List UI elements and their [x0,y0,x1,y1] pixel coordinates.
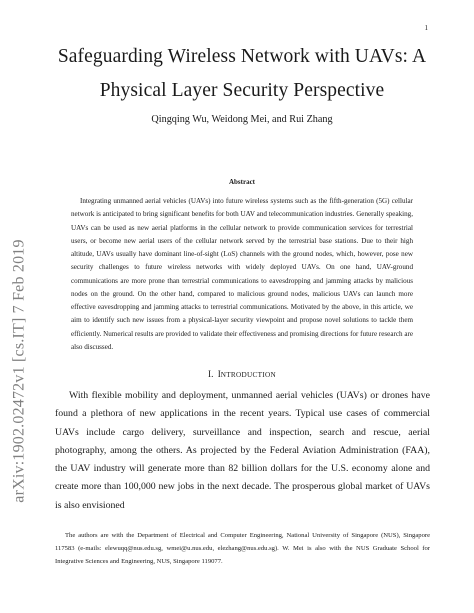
section-number: I. [208,369,214,379]
arxiv-identifier-text: arXiv:1902.02472v1 [cs.IT] 7 Feb 2019 [11,239,28,503]
paper-title-line-2: Physical Layer Security Perspective [99,80,385,101]
abstract-body: Integrating unmanned aerial vehicles (UAVs) into future wireless systems such as the fifth-generation (5G) cellular network is anticipated to bring significant benefits for both UAV and telecommunication industries. Generally speaking, UAVs can be used as new aerial platforms in the cellular network to provide communication services for terrestrial users, or become new aerial users of the cellular network served by the terrestrial base stations. Due to their high altitude, UAVs usually have dominant line-of-sight (LoS) channels with the ground nodes, which, however, pose new security challenges to future wireless networks with widely deployed UAVs. On one hand, UAV-ground communications are more prone than terrestrial communications to eavesdropping and jamming attacks by malicious nodes on the ground. On the other hand, compared to malicious ground nodes, malicious UAVs can launch more effective eavesdropping and jamming attacks to terrestrial communications. Motivated by the above, in this article, we aim to identify such new issues from a physical-layer security viewpoint and propose novel solutions to tackle them efficiently. Numerical results are provided to validate their effectiveness and promising directions for future research are also discussed. [71,197,413,351]
paper-title-line-1: Safeguarding Wireless Network with UAVs: A [57,46,427,67]
paper-title [50,40,434,108]
abstract-heading: Abstract [228,178,256,186]
author-list: Qingqing Wu, Weidong Mei, and Rui Zhang [151,114,333,125]
introduction-paragraph: With flexible mobility and deployment, unmanned aerial vehicles (UAVs) or drones have found a plethora of new applications in the recent years. Typical use cases of commercial UAVs include cargo delivery, surveillance and inspection, search and rescue, aerial photography, among the others. As projected by the Federal Aviation Administration (FAA), the UAV industry will generate more than 82 billion dollars for the U.S. economy alone and create more than 100,000 new jobs in the next decade. The prosperous global market of UAVs is also envisioned [55,390,430,511]
author-affiliation-footnote: The authors are with the Department of Electrical and Computer Engineering, National University of Singapore (NUS), Singapore 117583 (e-mails: elewuqq@nus.edu.sg, wmei@u.nus.edu, elezhang@nus.edu.sg). W. Mei is also with the NUS Graduate School for Integrative Sciences and Engineering, NUS, Singapore 119077. [55,532,430,565]
page-number: 1 [424,24,428,32]
arxiv-identifier-stamp [6,173,34,569]
section-heading-introduction [50,369,434,379]
section-title-initial: I [217,369,221,379]
section-title-rest: NTRODUCTION [220,371,276,379]
